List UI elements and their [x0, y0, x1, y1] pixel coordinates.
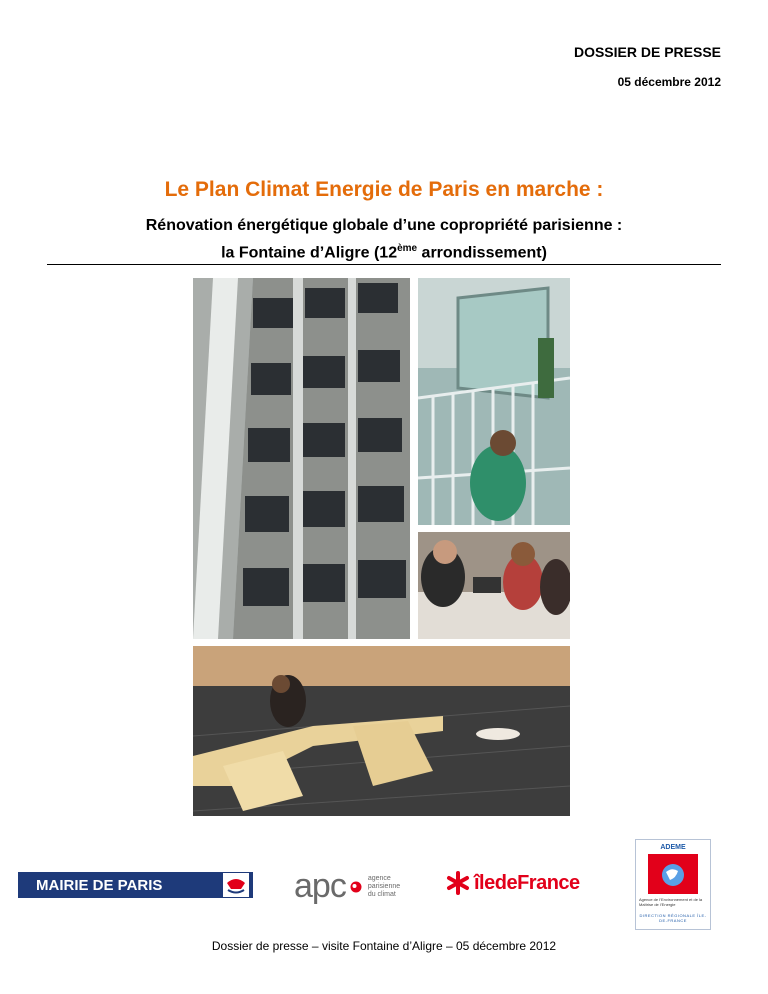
ademe-globe-icon	[648, 854, 698, 894]
ademe-tagline: Agence de l’Environnement et de la Maîtrise de l’Energie	[639, 897, 703, 907]
apc-text	[368, 875, 400, 899]
subtitle-line-2-end: arrondissement)	[417, 244, 547, 262]
ademe-name: ADEME	[660, 844, 686, 851]
meeting-photo	[418, 532, 570, 639]
ile-de-france-logo	[446, 871, 580, 895]
page-title: Le Plan Climat Energie de Paris en marche :	[164, 178, 604, 201]
star-icon	[446, 871, 470, 895]
document-kind: DOSSIER DE PRESSE	[573, 44, 721, 60]
apc-logo	[294, 867, 400, 906]
subtitle-line-1: Rénovation énergétique globale d’une copropriété parisienne :	[145, 217, 623, 234]
building-facade-photo	[193, 278, 410, 639]
roof-insulation-photo	[193, 646, 570, 816]
ademe-emblem	[648, 854, 698, 894]
apc-mark: apc	[294, 867, 346, 905]
subtitle-line-2	[0, 237, 768, 264]
apc-text-line: parisienne	[367, 882, 401, 890]
paris-ship-icon	[223, 873, 249, 897]
document-date: 05 décembre 2012	[617, 75, 721, 89]
subtitle-superscript: ème	[397, 243, 418, 254]
page-footer: Dossier de presse – visite Fontaine d’Aligre – 05 décembre 2012	[211, 939, 557, 953]
mairie-de-paris-logo	[18, 872, 253, 898]
apc-globe-icon	[350, 881, 362, 893]
ademe-direction: DIRECTION RÉGIONALE ÎLE-DE-FRANCE	[639, 913, 707, 923]
apc-text-line: du climat	[367, 890, 396, 898]
subtitle-line-2-start: la Fontaine d’Aligre (12	[221, 244, 398, 262]
ademe-logo	[635, 839, 711, 930]
apc-text-line: agence	[367, 874, 391, 882]
ile-de-france-label: îledeFrance	[474, 871, 580, 894]
page-subtitle	[0, 214, 768, 264]
mairie-de-paris-label: MAIRIE DE PARIS	[36, 876, 163, 894]
balcony-works-photo	[418, 278, 570, 525]
title-divider	[47, 264, 721, 265]
